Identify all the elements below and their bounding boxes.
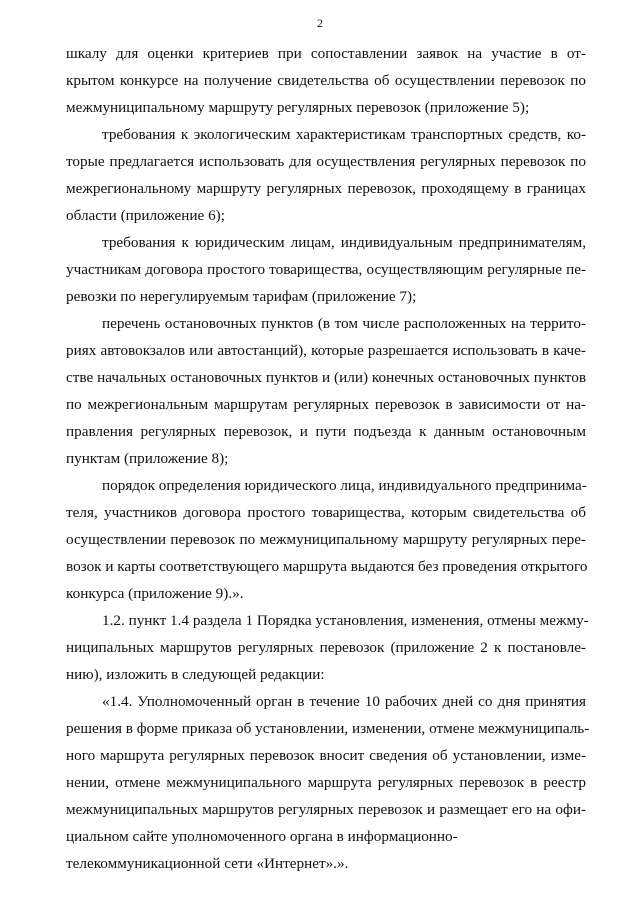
paragraph-determination-procedure [66,472,586,607]
paragraph-clause-1-2 [66,607,589,688]
paragraph-legal-entity-requirements [66,229,586,310]
paragraph-stop-points-list [66,310,586,472]
text-line: ного маршрута регулярных перевозок вносит сведения об установлении, изме- [66,747,586,764]
text-line: 1.2. пункт 1.4 раздела 1 Порядка установления, изменения, отмены межму- [102,612,589,629]
text-line: телекоммуникационной сети «Интернет».». [66,855,349,872]
text-line: по межрегиональным маршрутам регулярных перевозок в зависимости от на- [66,396,586,413]
text-line: стве начальных остановочных пунктов и (или) конечных остановочных пунктов [66,369,586,386]
text-line: межмуниципальному маршруту регулярных перевозок (приложение 5); [66,99,530,116]
text-line: возок и карты соответствующего маршрута выдаются без проведения открытого [66,558,588,575]
text-line: «1.4. Уполномоченный орган в течение 10 рабочих дней со дня принятия [102,693,586,710]
text-line: ревозки по нерегулируемым тарифам (приложение 7); [66,288,417,305]
text-line: конкурса (приложение 9).». [66,585,244,602]
text-line: теля, участников договора простого товарищества, которым свидетельства об [66,504,586,521]
text-line: требования к экологическим характеристикам транспортных средств, ко- [102,126,586,143]
page-number: 2 [317,16,323,30]
text-line: нию), изложить в следующей редакции: [66,666,325,683]
text-line: шкалу для оценки критериев при сопоставлении заявок на участие в от- [66,45,586,62]
text-line: риях автовокзалов или автостанций), которые разрешается использовать в каче- [66,342,586,359]
text-line: ниципальных маршрутов регулярных перевозок (приложение 2 к постановле- [66,639,586,656]
text-line: участникам договора простого товарищества, осуществляющим регулярные пе- [66,261,586,278]
text-line: торые предлагается использовать для осуществления регулярных перевозок по [66,153,586,170]
paragraph-ecological-requirements [66,121,586,229]
text-line: осуществлении перевозок по межмуниципальному маршруту регулярных пере- [66,531,586,548]
text-line: межрегиональному маршруту регулярных перевозок, проходящему в границах [66,180,586,197]
text-line: решения в форме приказа об установлении, изменении, отмене межмуниципаль- [66,720,590,737]
text-line: требования к юридическим лицам, индивидуальным предпринимателям, [102,234,586,251]
text-line: правления регулярных перевозок, и пути подъезда к данным остановочным [66,423,586,440]
text-line: области (приложение 6); [66,207,225,224]
document-body [66,40,590,877]
text-line: перечень остановочных пунктов (в том числе расположенных на террито- [102,315,586,332]
text-line: нении, отмене межмуниципального маршрута регулярных перевозок в реестр [66,774,586,791]
paragraph-clause-1-4-text [66,688,590,877]
text-line: пунктам (приложение 8); [66,450,229,467]
text-line: межмуниципальных маршрутов регулярных перевозок и размещает его на офи- [66,801,586,818]
paragraph-scale-criteria [66,40,586,121]
text-line: циальном сайте уполномоченного органа в информационно- [66,828,458,845]
text-line: крытом конкурсе на получение свидетельства об осуществлении перевозок по [66,72,586,89]
text-line: порядок определения юридического лица, индивидуального предпринима- [102,477,587,494]
